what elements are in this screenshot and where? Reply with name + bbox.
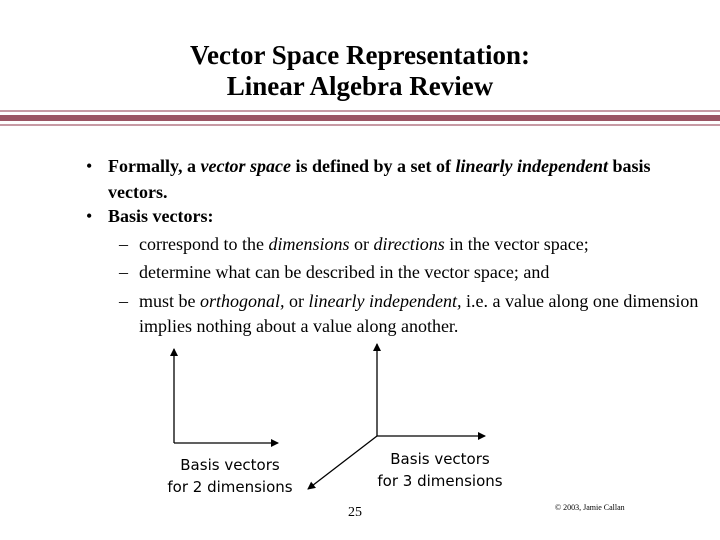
bullet-1-segment: basis vectors. <box>108 156 651 202</box>
subbullet-1-segment: or <box>349 234 374 254</box>
bullet-1-segment: Formally, a <box>108 156 201 176</box>
caption-3d-line-1: Basis vectors <box>390 450 490 468</box>
subbullet-3-segment: i.e. a value along one dimension implies nothing about a value along another. <box>139 291 699 336</box>
caption-3d <box>370 448 510 492</box>
copyright-notice: © 2003, Jamie Callan <box>555 503 625 512</box>
bullet-marker-1: • <box>86 156 93 176</box>
subbullet-3-segment: linearly independent, <box>308 291 462 311</box>
subbullet-1-segment: correspond to the <box>139 234 269 254</box>
page-number: 25 <box>348 505 362 520</box>
subbullet-1-segment: dimensions <box>268 234 350 254</box>
bullet-1-segment: is defined by a set of <box>290 156 456 176</box>
caption-2d-line-1: Basis vectors <box>180 456 280 474</box>
subbullet-marker-2: – <box>119 262 128 282</box>
subbullet-1-segment: directions <box>373 234 445 254</box>
caption-3d-line-2: for 3 dimensions <box>377 472 503 490</box>
bullet-1-segment: linearly independent <box>455 156 608 176</box>
axes-2d <box>174 349 278 443</box>
subbullet-3-segment: orthogonal, <box>200 291 285 311</box>
subbullet-marker-3: – <box>119 291 128 311</box>
title-line-1: Vector Space Representation: <box>190 40 530 70</box>
subbullet-2-segment: determine what can be described in the vector space; and <box>139 262 550 282</box>
subbullet-3-segment: must be <box>139 291 200 311</box>
bullet-marker-2: • <box>86 206 93 226</box>
title-line-2: Linear Algebra Review <box>226 71 494 101</box>
bullet-1-segment: vector space <box>200 156 291 176</box>
bullet-2-segment: Basis vectors: <box>108 206 214 226</box>
subbullet-3-segment: or <box>284 291 309 311</box>
subbullet-1-segment: in the vector space; <box>444 234 589 254</box>
caption-2d-line-2: for 2 dimensions <box>167 478 293 496</box>
subbullet-marker-1: – <box>119 234 128 254</box>
axis-3d-depth-arrow <box>308 436 377 489</box>
caption-2d <box>160 454 300 498</box>
